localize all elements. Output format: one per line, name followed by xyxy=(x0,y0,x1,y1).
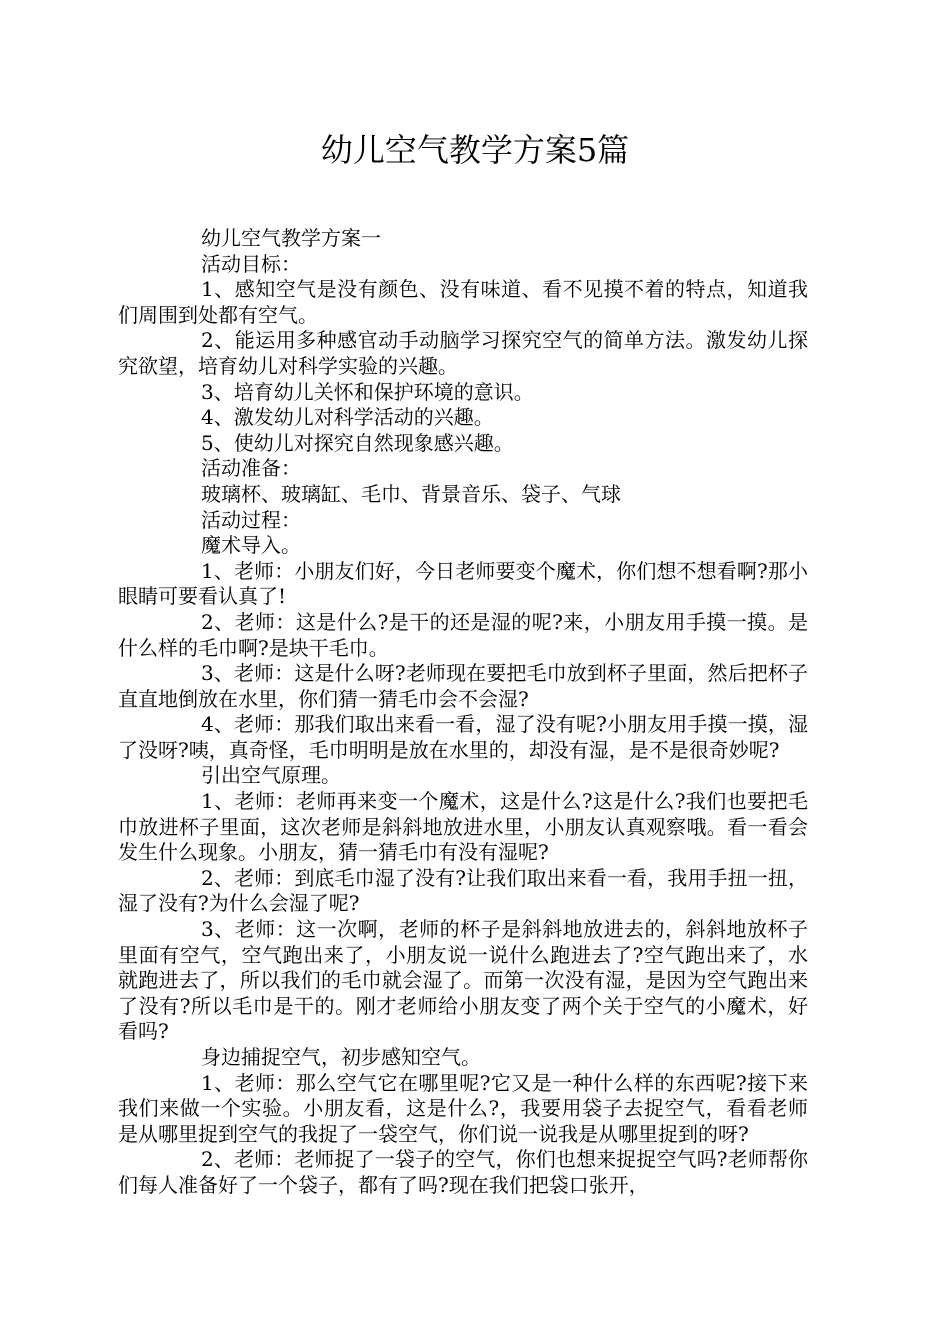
paragraph: 活动目标： xyxy=(201,251,301,276)
paragraph: 魔术导入。 xyxy=(201,533,301,558)
paragraph: 4、老师：那我们取出来看一看，湿了没有呢?小朋友用手摸一摸，湿了没呀?咦，真奇怪，毛巾明明是放在水里的，却没有湿，是不是很奇妙呢? xyxy=(118,712,808,762)
paragraph: 1、老师：小朋友们好，今日老师要变个魔术，你们想不想看啊?那小眼睛可要看认真了! xyxy=(118,558,808,609)
paragraph: 3、培育幼儿关怀和保护环境的意识。 xyxy=(201,379,534,404)
paragraph: 引出空气原理。 xyxy=(201,763,341,788)
document-body xyxy=(118,226,808,1199)
paragraph: 1、老师：老师再来变一个魔术，这是什么?这是什么?我们也要把毛巾放进杯子里面，这次老师是斜斜地放进水里，小朋友认真观察哦。看一看会发生什么现象。小朋友，猜一猜毛巾有没有湿呢? xyxy=(118,789,808,865)
paragraph: 4、激发幼儿对科学活动的兴趣。 xyxy=(201,405,494,430)
paragraph: 活动过程： xyxy=(201,507,301,532)
paragraph: 2、能运用多种感官动手动脑学习探究空气的简单方法。激发幼儿探究欲望，培育幼儿对科学实验的兴趣。 xyxy=(118,328,808,378)
paragraph: 2、老师：这是什么?是干的还是湿的呢?来，小朋友用手摸一摸。是什么样的毛巾啊?是块干毛巾。 xyxy=(118,609,808,660)
paragraph: 2、老师：老师捉了一袋子的空气，你们也想来捉捉空气吗?老师帮你们每人准备好了一个袋子，都有了吗?现在我们把袋口张开， xyxy=(118,1147,808,1197)
paragraph: 5、使幼儿对探究自然现象感兴趣。 xyxy=(201,430,514,455)
paragraph-heading: 幼儿空气教学方案一 xyxy=(201,226,381,250)
document-title: 幼儿空气教学方案5篇 xyxy=(320,131,630,169)
paragraph: 1、老师：那么空气它在哪里呢?它又是一种什么样的东西呢?接下来我们来做一个实验。小朋友看，这是什么?，我要用袋子去捉空气，看看老师是从哪里捉到空气的我捉了一袋空气，你们说一说我是从哪里捉到的呀? xyxy=(118,1070,808,1146)
paragraph: 玻璃杯、玻璃缸、毛巾、背景音乐、袋子、气球 xyxy=(201,481,621,506)
paragraph: 活动准备： xyxy=(201,456,301,481)
paragraph: 2、老师：到底毛巾湿了没有?让我们取出来看一看，我用手扭一扭，湿了没有?为什么会湿了呢? xyxy=(118,865,808,916)
paragraph: 1、感知空气是没有颜色、没有味道、看不见摸不着的特点，知道我们周围到处都有空气。 xyxy=(118,277,808,327)
paragraph: 3、老师：这是什么呀?老师现在要把毛巾放到杯子里面，然后把杯子直直地倒放在水里，你们猜一猜毛巾会不会湿? xyxy=(118,661,808,711)
paragraph: 身边捕捉空气，初步感知空气。 xyxy=(201,1045,481,1069)
paragraph: 3、老师：这一次啊，老师的杯子是斜斜地放进去的，斜斜地放杯子里面有空气，空气跑出来了，小朋友说一说什么跑进去了?空气跑出来了，水就跑进去了，所以我们的毛巾就会湿了。而第一次没有湿，是因为空气跑出来了没有?所以毛巾是干的。刚才老师给小朋友变了两个关于空气的小魔术，好看吗? xyxy=(118,917,808,1044)
